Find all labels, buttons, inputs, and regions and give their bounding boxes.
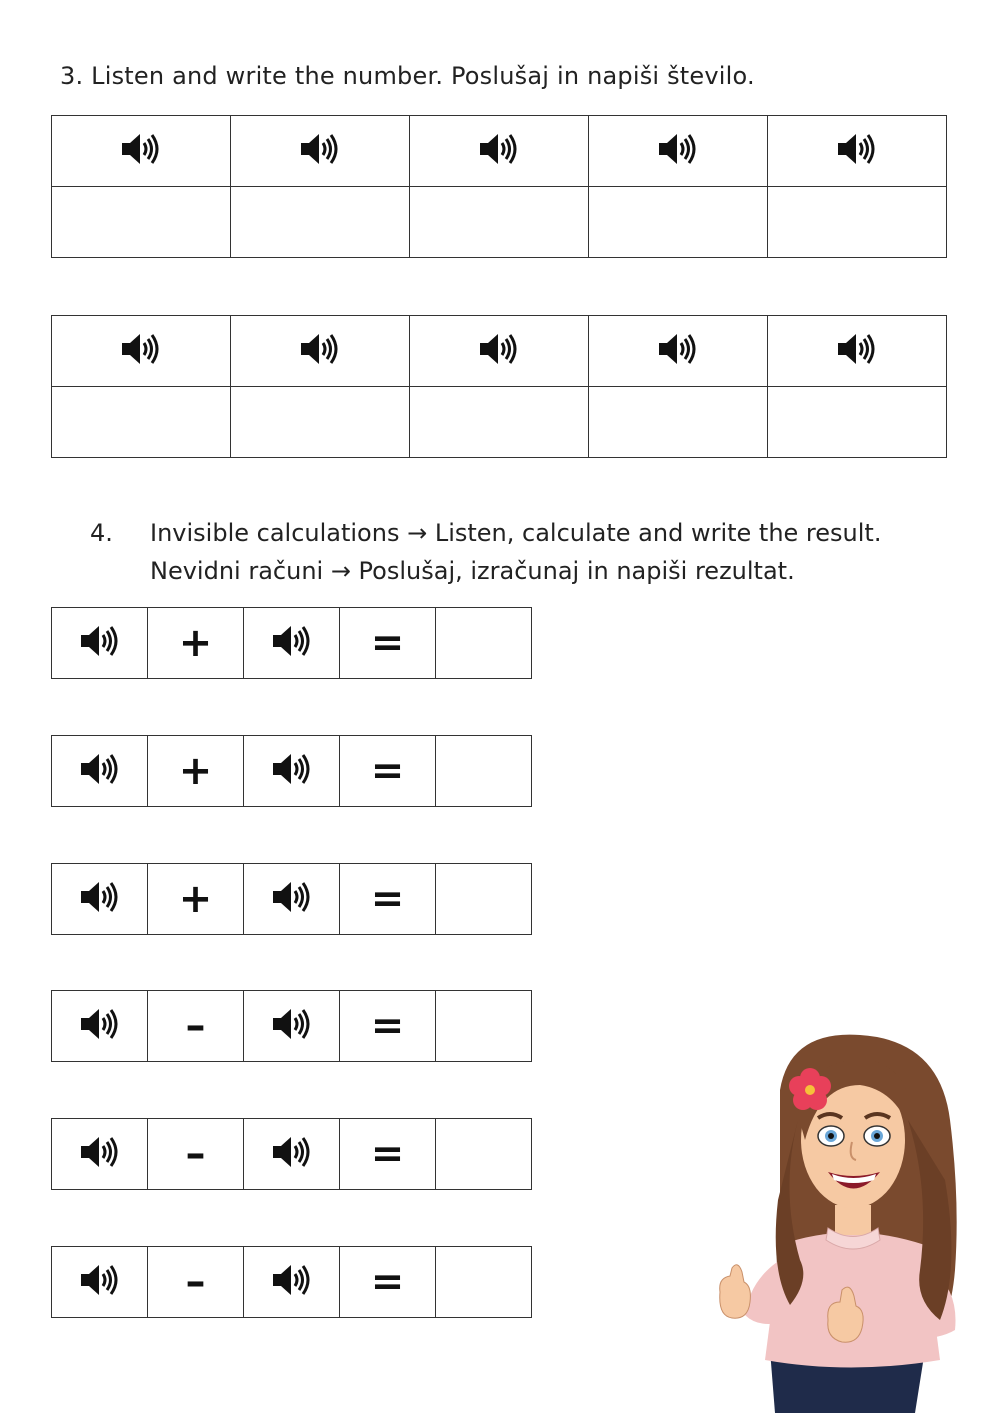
teacher-avatar-illustration	[710, 1030, 980, 1413]
equals-cell	[340, 991, 436, 1062]
speaker-cell[interactable]	[52, 116, 231, 187]
speaker-icon[interactable]	[271, 1006, 313, 1042]
speaker-cell[interactable]	[52, 316, 231, 387]
speaker-cell[interactable]	[52, 1119, 148, 1190]
speaker-icon[interactable]	[79, 879, 121, 915]
result-cell[interactable]	[436, 991, 532, 1062]
operator-cell	[148, 1119, 244, 1190]
result-cell[interactable]	[436, 1119, 532, 1190]
speaker-row	[52, 116, 947, 187]
result-cell[interactable]	[436, 864, 532, 935]
speaker-row	[52, 316, 947, 387]
plus-operator: +	[178, 748, 213, 794]
speaker-icon[interactable]	[836, 331, 878, 367]
operator-cell	[148, 736, 244, 807]
answer-cell[interactable]	[231, 387, 410, 458]
speaker-cell[interactable]	[410, 316, 589, 387]
equals-cell	[340, 608, 436, 679]
answer-cell[interactable]	[52, 387, 231, 458]
equals-sign: =	[370, 1131, 405, 1177]
result-cell[interactable]	[436, 608, 532, 679]
calc-row-1	[51, 607, 532, 679]
speaker-icon[interactable]	[271, 1262, 313, 1298]
calc-row-4	[51, 990, 532, 1062]
minus-operator: –	[185, 1131, 206, 1177]
equals-sign: =	[370, 1003, 405, 1049]
task3-heading: 3. Listen and write the number. Poslušaj in napiši število.	[60, 62, 755, 90]
result-cell[interactable]	[436, 1247, 532, 1318]
speaker-cell[interactable]	[244, 736, 340, 807]
operator-cell	[148, 991, 244, 1062]
answer-cell[interactable]	[768, 187, 947, 258]
task4-heading	[90, 514, 881, 590]
listen-table-2	[51, 315, 947, 458]
speaker-icon[interactable]	[657, 331, 699, 367]
task4-instruction-sl: Nevidni računi → Poslušaj, izračunaj in napiši rezultat.	[150, 557, 795, 585]
answer-cell[interactable]	[589, 187, 768, 258]
equals-sign: =	[370, 1259, 405, 1305]
speaker-icon[interactable]	[79, 1134, 121, 1170]
speaker-icon[interactable]	[271, 623, 313, 659]
speaker-cell[interactable]	[231, 116, 410, 187]
speaker-icon[interactable]	[271, 751, 313, 787]
speaker-cell[interactable]	[52, 608, 148, 679]
answer-cell[interactable]	[410, 187, 589, 258]
task4-number: 4.	[90, 519, 113, 547]
speaker-cell[interactable]	[52, 736, 148, 807]
minus-operator: –	[185, 1259, 206, 1305]
speaker-icon[interactable]	[120, 331, 162, 367]
answer-cell[interactable]	[410, 387, 589, 458]
operator-cell	[148, 608, 244, 679]
calc-row-3	[51, 863, 532, 935]
speaker-cell[interactable]	[589, 116, 768, 187]
answer-cell[interactable]	[231, 187, 410, 258]
equals-sign: =	[370, 748, 405, 794]
speaker-cell[interactable]	[589, 316, 768, 387]
equals-cell	[340, 1119, 436, 1190]
speaker-cell[interactable]	[244, 1247, 340, 1318]
speaker-cell[interactable]	[410, 116, 589, 187]
operator-cell	[148, 1247, 244, 1318]
speaker-cell[interactable]	[52, 864, 148, 935]
plus-operator: +	[178, 876, 213, 922]
equals-cell	[340, 736, 436, 807]
speaker-cell[interactable]	[231, 316, 410, 387]
calc-row-6	[51, 1246, 532, 1318]
speaker-icon[interactable]	[79, 623, 121, 659]
speaker-icon[interactable]	[271, 1134, 313, 1170]
speaker-icon[interactable]	[79, 1006, 121, 1042]
calc-row-2	[51, 735, 532, 807]
speaker-icon[interactable]	[836, 131, 878, 167]
equals-sign: =	[370, 620, 405, 666]
speaker-cell[interactable]	[244, 608, 340, 679]
speaker-cell[interactable]	[768, 316, 947, 387]
speaker-icon[interactable]	[478, 331, 520, 367]
listen-table-1	[51, 115, 947, 258]
speaker-cell[interactable]	[244, 991, 340, 1062]
calc-row-5	[51, 1118, 532, 1190]
equals-cell	[340, 1247, 436, 1318]
speaker-icon[interactable]	[478, 131, 520, 167]
speaker-icon[interactable]	[120, 131, 162, 167]
minus-operator: –	[185, 1003, 206, 1049]
task4-instruction-en: Invisible calculations → Listen, calculate and write the result.	[150, 519, 882, 547]
speaker-icon[interactable]	[79, 1262, 121, 1298]
answer-cell[interactable]	[589, 387, 768, 458]
speaker-icon[interactable]	[299, 131, 341, 167]
speaker-cell[interactable]	[244, 864, 340, 935]
speaker-cell[interactable]	[244, 1119, 340, 1190]
result-cell[interactable]	[436, 736, 532, 807]
task4-line-1	[90, 514, 881, 552]
plus-operator: +	[178, 620, 213, 666]
equals-sign: =	[370, 876, 405, 922]
answer-row	[52, 387, 947, 458]
speaker-icon[interactable]	[657, 131, 699, 167]
speaker-cell[interactable]	[52, 991, 148, 1062]
answer-row	[52, 187, 947, 258]
speaker-cell[interactable]	[52, 1247, 148, 1318]
speaker-cell[interactable]	[768, 116, 947, 187]
speaker-icon[interactable]	[299, 331, 341, 367]
operator-cell	[148, 864, 244, 935]
speaker-icon[interactable]	[79, 751, 121, 787]
equals-cell	[340, 864, 436, 935]
answer-cell[interactable]	[768, 387, 947, 458]
speaker-icon[interactable]	[271, 879, 313, 915]
answer-cell[interactable]	[52, 187, 231, 258]
